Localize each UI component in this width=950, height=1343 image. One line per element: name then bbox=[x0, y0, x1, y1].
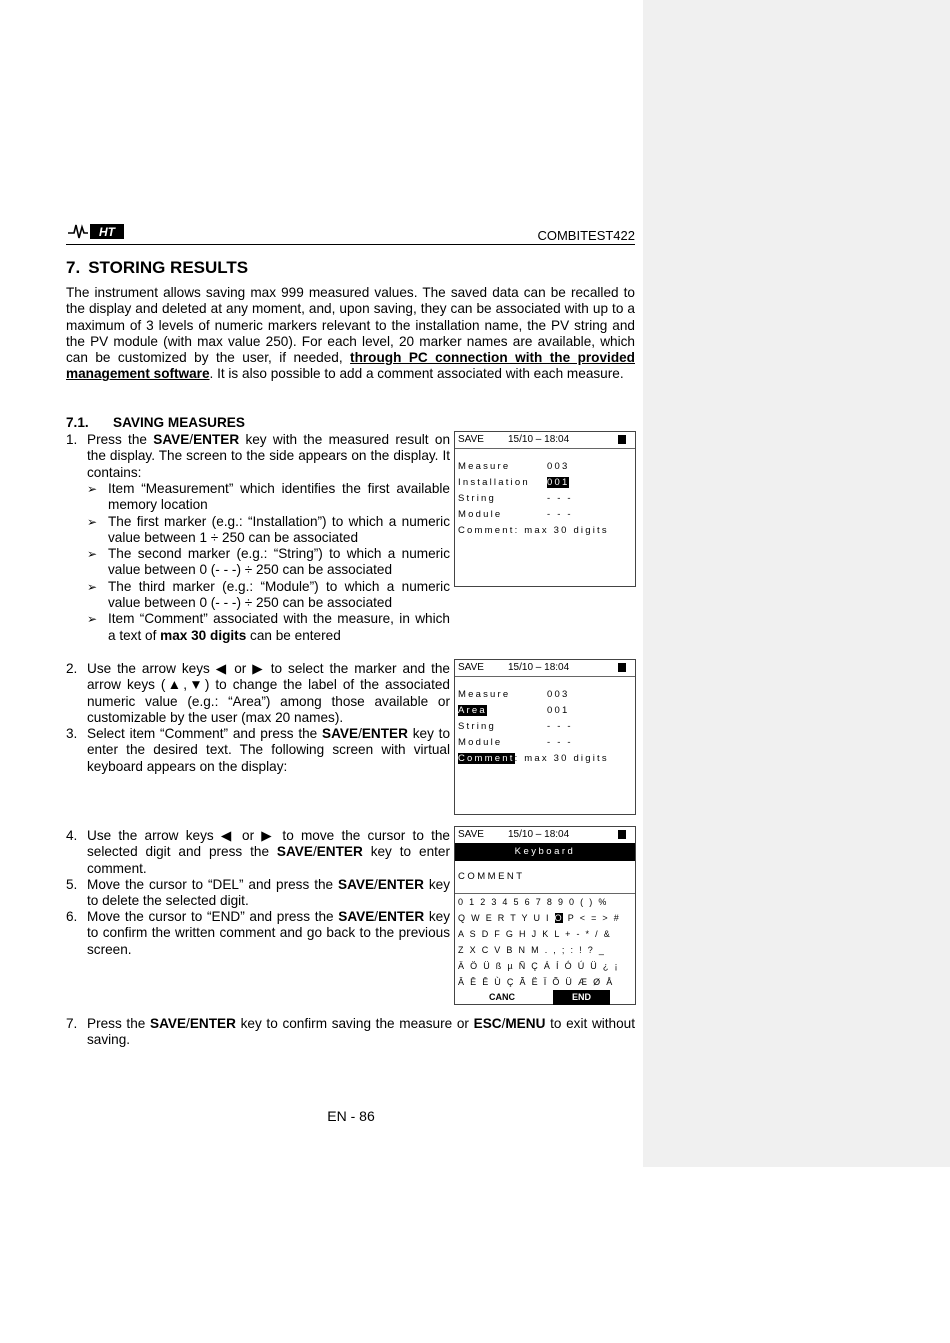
list-item: ➢ The first marker (e.g.: “Installation”) to which a numeric value between 1 ÷ 250 can be associated bbox=[87, 513, 450, 545]
comment-side-panel bbox=[643, 0, 950, 1167]
step-6: 6. Move the cursor to “END” and press the SAVE/ENTER key to confirm the written comment and go back to the previous screen. bbox=[66, 909, 450, 957]
page-header bbox=[66, 220, 635, 245]
logo-text: HT bbox=[99, 225, 115, 239]
save-screen-2 bbox=[454, 659, 636, 815]
keyboard-row: Ä Ö Ü ß µ Ñ Ç Á Í Ó Ú Ü ¿ ¡ bbox=[458, 961, 620, 971]
list-item: ➢ The second marker (e.g.: “String”) to which a numeric value between 0 (- - -) ÷ 250 can be associated bbox=[87, 546, 450, 578]
comment-input: COMMENT bbox=[455, 861, 635, 894]
row-label: Module bbox=[458, 737, 503, 748]
row-label: String bbox=[458, 721, 497, 732]
page-number: EN - 86 bbox=[327, 1108, 375, 1124]
step-3: 3. Select item “Comment” and press the SAVE/ENTER key to enter the desired text. The following screen with virtual keyboard appears on the display: bbox=[66, 726, 451, 774]
arrow-bullet-icon: ➢ bbox=[87, 514, 98, 529]
row-value: - - - bbox=[547, 493, 573, 504]
comment-row: Comment: max 30 digits bbox=[458, 753, 609, 764]
arrow-bullet-icon: ➢ bbox=[87, 547, 98, 562]
arrow-bullet-icon: ➢ bbox=[87, 579, 98, 594]
save-screen-1 bbox=[454, 431, 636, 587]
keyboard-row: 0 1 2 3 4 5 6 7 8 9 0 ( ) % bbox=[458, 897, 609, 907]
screen-header: SAVE 15/10 – 18:04 bbox=[455, 827, 635, 843]
battery-icon bbox=[618, 663, 626, 672]
step-1: 1. Press the SAVE/ENTER key with the measured result on the display. The screen to the side appears on the display. It contains: bbox=[66, 432, 451, 480]
arrow-bullet-icon: ➢ bbox=[87, 482, 98, 496]
row-value: - - - bbox=[547, 737, 573, 748]
row-label: Measure bbox=[458, 689, 511, 700]
step-7: 7. Press the SAVE/ENTER key to confirm saving the measure or ESC/MENU to exit without saving. bbox=[66, 1016, 636, 1048]
row-value: - - - bbox=[547, 509, 573, 520]
row-label: String bbox=[458, 493, 497, 504]
keyboard-row: Z X C V B N M . , ; : ! ? _ bbox=[458, 945, 606, 955]
list-item: ➢ Item “Measurement” which identifies the first available memory location bbox=[87, 481, 450, 513]
row-value: - - - bbox=[547, 721, 573, 732]
subsection-title: 7.1. SAVING MEASURES bbox=[66, 415, 245, 430]
selected-key: O bbox=[554, 913, 564, 923]
model-name: COMBITEST422 bbox=[537, 228, 635, 243]
selected-row-value: 001 bbox=[547, 477, 570, 488]
pc-link-text: through PC connection with the provided management software bbox=[66, 350, 635, 382]
row-label: Measure bbox=[458, 461, 511, 472]
arrow-bullet-icon: ➢ bbox=[87, 612, 98, 627]
step-4: 4. Use the arrow keys ◀ or ▶ to move the cursor to the selected digit and press the SAVE/ENTER key to enter comment. bbox=[66, 828, 450, 876]
intro-paragraph: The instrument allows saving max 999 measured values. The saved data can be recalled to the display and deleted at any moment, and, upon saving, they can be associated with up to a maximum of 3 levels of numeric markers relevant to the installation name, the PV string and the PV module (with max value 250). For each level, 20 marker names are available, which can be customized by the user, if needed, through PC connection with the provided management software. It is also possible to add a comment associated with each measure. bbox=[66, 285, 635, 382]
keyboard-row: A S D F G H J K L + - * / & bbox=[458, 929, 612, 939]
row-label: Installation bbox=[458, 477, 530, 488]
list-item: ➢ Item “Comment” associated with the measure, in which a text of max 30 digits can be entered bbox=[87, 611, 450, 643]
comment-label-selected: Comment bbox=[458, 753, 515, 764]
row-label: Module bbox=[458, 509, 503, 520]
ht-logo bbox=[68, 221, 126, 241]
end-key: END bbox=[553, 990, 610, 1005]
keyboard-row: Â Ê Ê Ù Ç Ã Ë Ï Õ Ü Æ Ø Å bbox=[458, 977, 615, 987]
selected-row-label: Area bbox=[458, 705, 487, 716]
screen-header: SAVE 15/10 – 18:04 bbox=[455, 660, 635, 677]
screen-header: SAVE 15/10 – 18:04 bbox=[455, 432, 635, 449]
battery-icon bbox=[618, 830, 626, 839]
keyboard-title: Keyboard bbox=[455, 843, 635, 861]
keyboard-row: Q W E R T Y U I O P < = > # bbox=[458, 913, 621, 923]
keyboard-buttons bbox=[455, 990, 635, 1005]
contents-list bbox=[87, 481, 450, 644]
row-value: 003 bbox=[547, 689, 570, 700]
row-value: 003 bbox=[547, 461, 570, 472]
canc-key: CANC bbox=[489, 992, 515, 1002]
keyboard-screen bbox=[454, 826, 636, 1005]
step-5: 5. Move the cursor to “DEL” and press the SAVE/ENTER key to delete the selected digit. bbox=[66, 877, 450, 909]
section-title: 7. STORING RESULTS bbox=[66, 258, 249, 277]
row-value: 001 bbox=[547, 705, 570, 716]
step-2: 2. Use the arrow keys ◀ or ▶ to select the marker and the arrow keys (▲,▼) to change the label of the associated numeric value (e.g.: “Area”) among those available or customizable by the user (max 20 names). bbox=[66, 661, 450, 725]
battery-icon bbox=[618, 435, 626, 444]
list-item: ➢ The third marker (e.g.: “Module”) to which a numeric value between 0 (- - -) ÷ 250 can be associated bbox=[87, 578, 450, 611]
comment-row: Comment: max 30 digits bbox=[458, 525, 609, 536]
